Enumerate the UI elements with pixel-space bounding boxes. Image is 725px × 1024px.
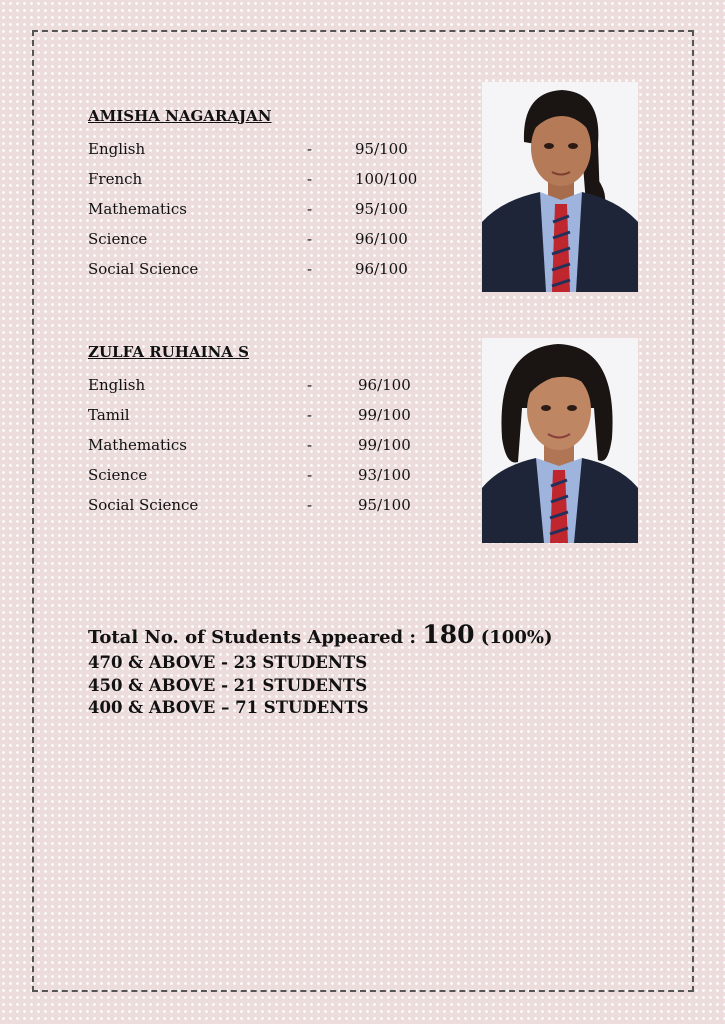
stat-line: 400 & ABOVE – 71 STUDENTS	[88, 698, 369, 717]
subject-row	[88, 164, 448, 194]
subject-label: Science	[88, 230, 148, 248]
student-portrait-icon	[482, 82, 638, 292]
student-photo-amisha	[482, 82, 638, 292]
student-amisha	[88, 107, 448, 284]
separator: -	[307, 140, 313, 158]
subject-label: Science	[88, 466, 148, 484]
student-portrait-icon	[482, 338, 638, 543]
separator: -	[307, 466, 313, 484]
separator: -	[307, 406, 313, 424]
score: 93/100	[358, 466, 411, 484]
total-students-line	[88, 618, 552, 652]
total-percent: (100%)	[474, 627, 553, 648]
subject-label: English	[88, 376, 146, 394]
student-name: AMISHA NAGARAJAN	[88, 107, 272, 125]
separator: -	[307, 260, 313, 278]
subject-row	[88, 134, 448, 164]
subject-label: Social Science	[88, 260, 199, 278]
student-zulfa	[88, 343, 448, 520]
subject-row	[88, 254, 448, 284]
score: 96/100	[358, 376, 411, 394]
subject-row	[88, 370, 448, 400]
subject-label: Social Science	[88, 496, 199, 514]
separator: -	[307, 376, 313, 394]
separator: -	[307, 496, 313, 514]
subject-row	[88, 430, 448, 460]
subject-row	[88, 400, 448, 430]
subject-row	[88, 460, 448, 490]
score: 95/100	[358, 496, 411, 514]
subject-row	[88, 194, 448, 224]
score: 96/100	[355, 260, 408, 278]
subject-label: English	[88, 140, 146, 158]
results-summary	[88, 618, 552, 720]
subject-label: Mathematics	[88, 200, 187, 218]
subject-label: Mathematics	[88, 436, 187, 454]
score: 99/100	[358, 436, 411, 454]
stat-line: 450 & ABOVE - 21 STUDENTS	[88, 675, 368, 695]
score: 95/100	[355, 140, 408, 158]
student-name: ZULFA RUHAINA S	[88, 343, 249, 361]
stat-line: 470 & ABOVE - 23 STUDENTS	[88, 653, 368, 672]
subject-label: French	[88, 170, 143, 188]
subject-row	[88, 224, 448, 254]
score: 96/100	[355, 230, 408, 248]
total-label: Total No. of Students Appeared :	[88, 627, 423, 648]
separator: -	[307, 436, 313, 454]
total-count: 180	[422, 620, 475, 649]
subject-row	[88, 490, 448, 520]
score: 99/100	[358, 406, 411, 424]
score: 100/100	[355, 170, 418, 188]
separator: -	[307, 170, 313, 188]
student-photo-zulfa	[482, 338, 638, 543]
score: 95/100	[355, 200, 408, 218]
separator: -	[307, 230, 313, 248]
separator: -	[307, 200, 313, 218]
subject-label: Tamil	[88, 406, 130, 424]
